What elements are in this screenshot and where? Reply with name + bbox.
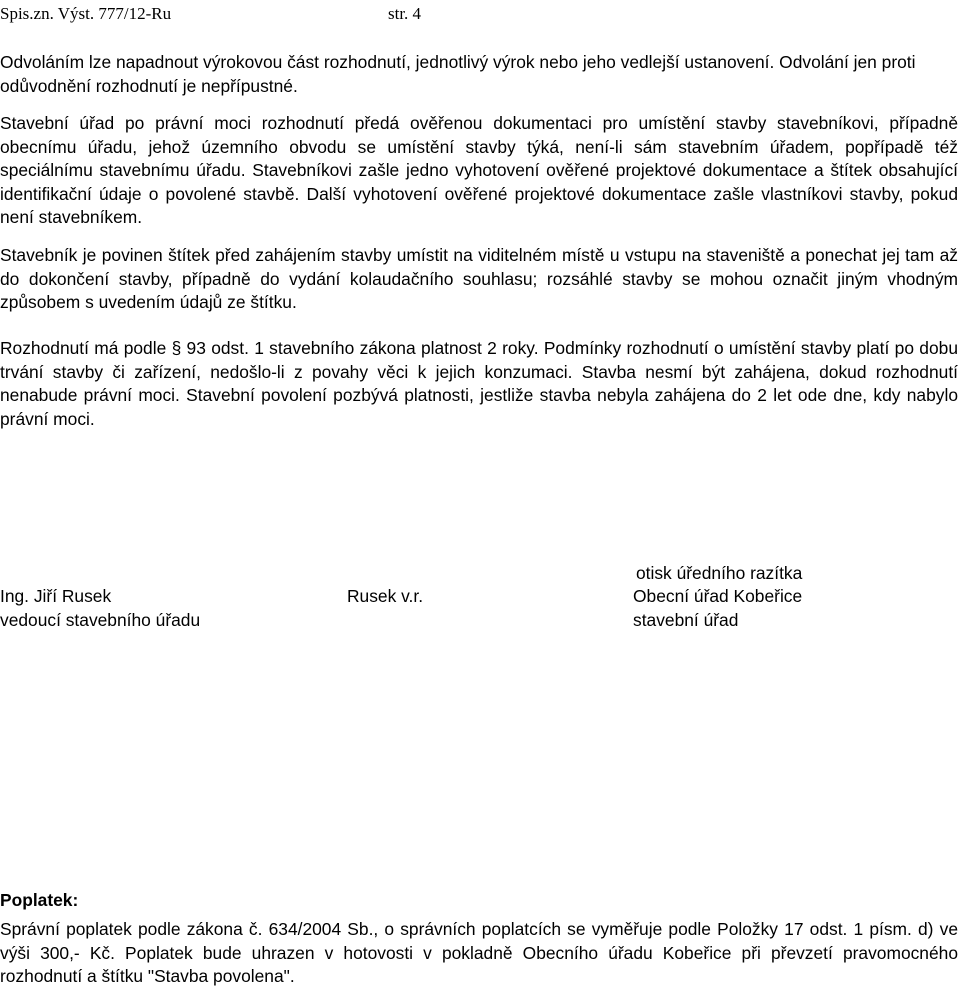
issuing-organization: Obecní úřad Kobeřice: [633, 586, 803, 606]
signature-mark: Rusek v.r.: [347, 586, 424, 606]
file-reference: Spis.zn. Výst. 777/12-Ru: [0, 4, 172, 23]
signatory-name: Ing. Jiří Rusek: [0, 586, 112, 606]
fee-heading: Poplatek:: [0, 890, 79, 910]
page-number: str. 4: [388, 4, 422, 23]
signatory-role: vedoucí stavebního úřadu: [0, 610, 201, 630]
issuing-department: stavební úřad: [633, 610, 739, 630]
documentation-paragraph: Stavební úřad po právní moci rozhodnutí předá ověřenou dokumentaci pro umístění stavby stavebníkovi, případně obecnímu úřadu, jehož územního obvodu se umístění stavby týká, není-li sám stavebním úřadem, popřípadě též speciálnímu stavebnímu úřadu. Stavebníkovi zašle jedno vyhotovení ověřené projektové dokumentace a štítek obsahující identifikační údaje o povolené stavbě. Další vyhotovení ověřené projektové dokumentace zašle vlastníkovi stavby, pokud není stavebníkem.: [0, 113, 958, 227]
stamp-note: otisk úředního razítka: [636, 563, 803, 583]
label-paragraph: Stavebník je povinen štítek před zahájením stavby umístit na viditelném místě u vstupu na staveniště a ponechat jej tam až do dokončení stavby, případně do vydání kolaudačního souhlasu; rozsáhlé stavby se mohou označit jiným vhodným způsobem s uvedením údajů ze štítku.: [0, 245, 958, 312]
appeal-paragraph: Odvoláním lze napadnout výrokovou část rozhodnutí, jednotlivý výrok nebo jeho vedlejší ustanovení. Odvolání jen proti odůvodnění rozhodnutí je nepřípustné.: [0, 52, 916, 96]
validity-paragraph: Rozhodnutí má podle § 93 odst. 1 stavebního zákona platnost 2 roky. Podmínky rozhodnutí o umístění stavby platí po dobu trvání stavby či zařízení, nedošlo-li z povahy věci k jejich konzumaci. Stavba nesmí být zahájena, dokud rozhodnutí nenabude právní moci. Stavební povolení pozbývá platnosti, jestliže stavba nebyla zahájena do 2 let ode dne, kdy nabylo právní moci.: [0, 338, 958, 429]
fee-paragraph: Správní poplatek podle zákona č. 634/2004 Sb., o správních poplatcích se vyměřuje podle Položky 17 odst. 1 písm. d) ve výši 300,- Kč. Poplatek bude uhrazen v hotovosti v pokladně Obecního úřadu Kobeřice při převzetí pravomocného rozhodnutí a štítku "Stavba povolena".: [0, 919, 958, 986]
